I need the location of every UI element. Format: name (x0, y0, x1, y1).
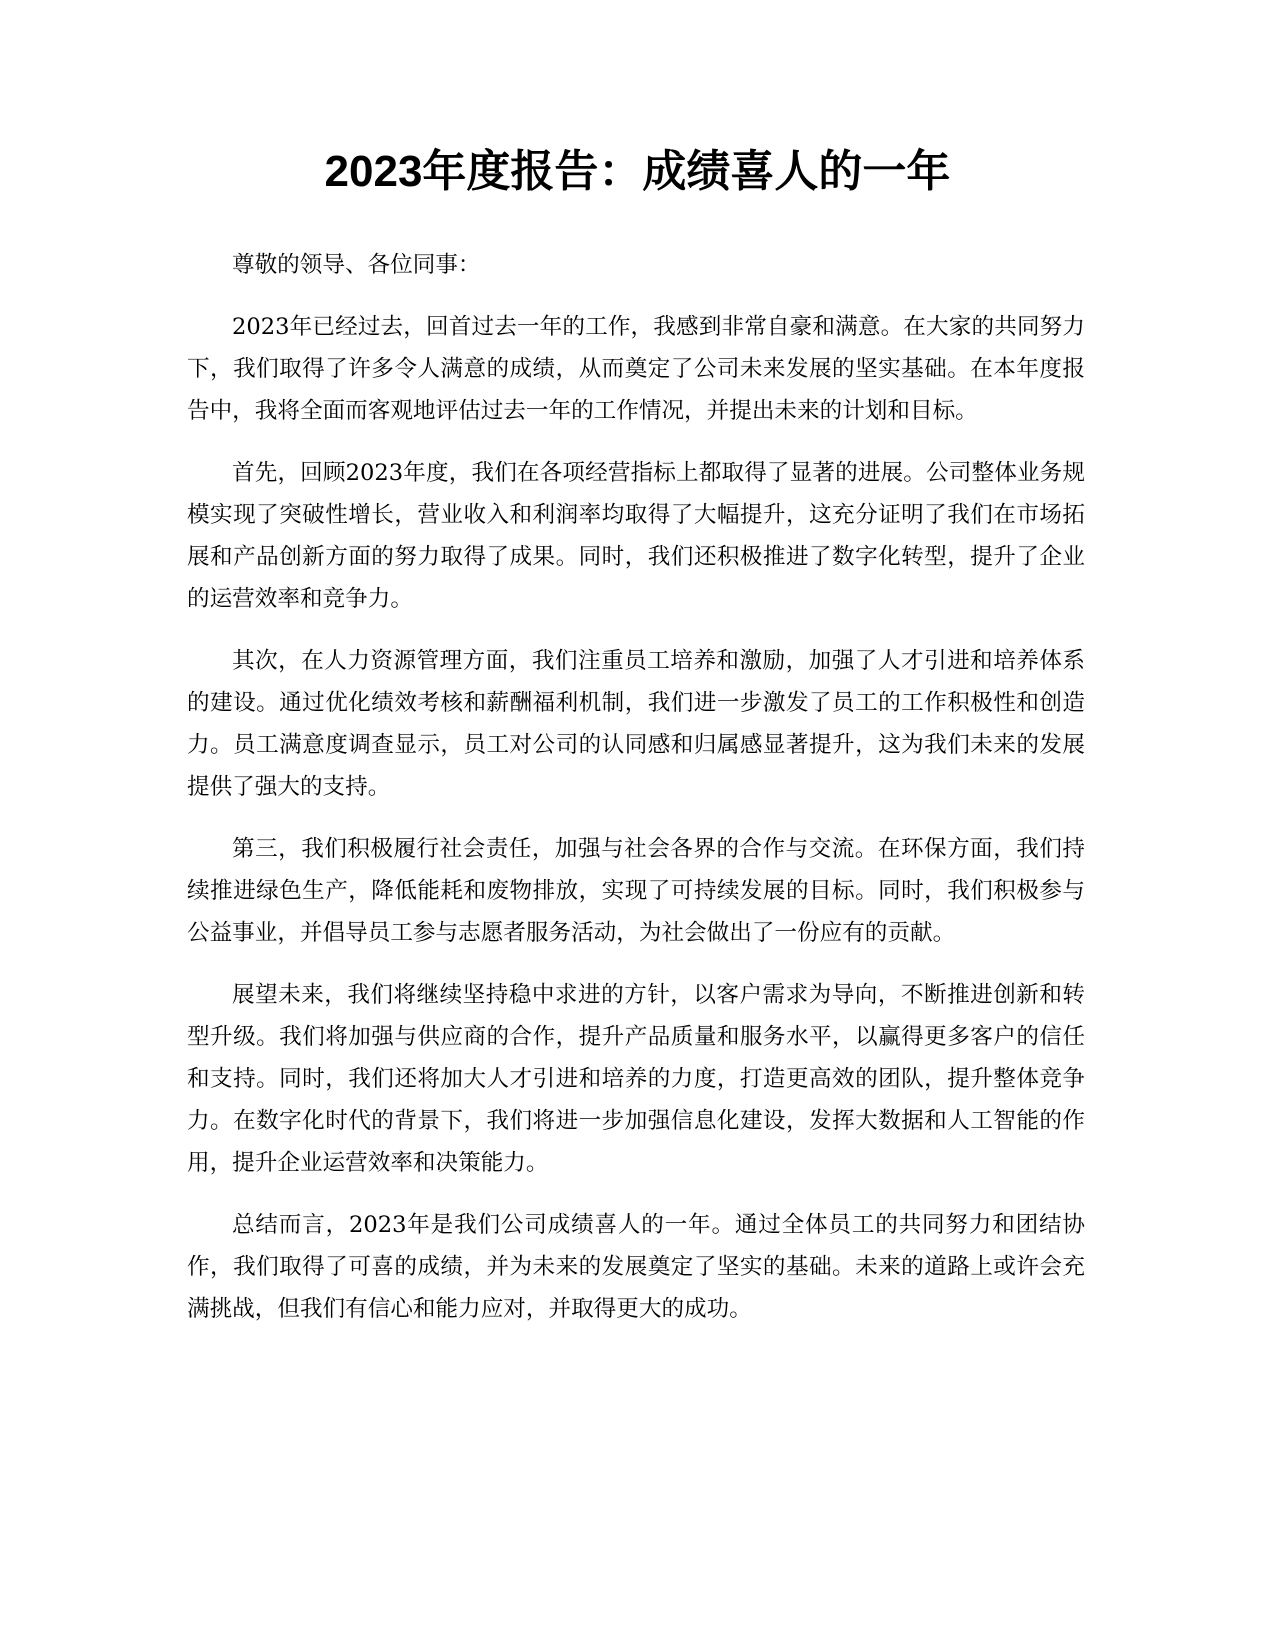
body-paragraph: 第三，我们积极履行社会责任，加强与社会各界的合作与交流。在环保方面，我们持续推进绿色生产，降低能耗和废物排放，实现了可持续发展的目标。同时，我们积极参与公益事业，并倡导员工参与志愿者服务活动，为社会做出了一份应有的贡献。 (187, 836, 1085, 946)
body-paragraph: 首先，回顾2023年度，我们在各项经营指标上都取得了显著的进展。公司整体业务规模实现了突破性增长，营业收入和利润率均取得了大幅提升，这充分证明了我们在市场拓展和产品创新方面的努力取得了成果。同时，我们还积极推进了数字化转型，提升了企业的运营效率和竞争力。 (187, 460, 1085, 612)
body-paragraph: 2023年已经过去，回首过去一年的工作，我感到非常自豪和满意。在大家的共同努力下，我们取得了许多令人满意的成绩，从而奠定了公司未来发展的坚实基础。在本年度报告中，我将全面而客观地评估过去一年的工作情况，并提出未来的计划和目标。 (187, 314, 1085, 424)
body-paragraph: 展望未来，我们将继续坚持稳中求进的方针，以客户需求为导向，不断推进创新和转型升级。我们将加强与供应商的合作，提升产品质量和服务水平，以赢得更多客户的信任和支持。同时，我们还将加大人才引进和培养的力度，打造更高效的团队，提升整体竞争力。在数字化时代的背景下，我们将进一步加强信息化建设，发挥大数据和人工智能的作用，提升企业运营效率和决策能力。 (187, 982, 1085, 1176)
body-paragraph: 其次，在人力资源管理方面，我们注重员工培养和激励，加强了人才引进和培养体系的建设。通过优化绩效考核和薪酬福利机制，我们进一步激发了员工的工作积极性和创造力。员工满意度调查显示，员工对公司的认同感和归属感显著提升，这为我们未来的发展提供了强大的支持。 (187, 648, 1085, 800)
greeting-paragraph: 尊敬的领导、各位同事： (232, 252, 481, 278)
document-body (187, 244, 1085, 1350)
conclusion-paragraph: 总结而言，2023年是我们公司成绩喜人的一年。通过全体员工的共同努力和团结协作，我们取得了可喜的成绩，并为未来的发展奠定了坚实的基础。未来的道路上或许会充满挑战，但我们有信心和能力应对，并取得更大的成功。 (187, 1212, 1085, 1322)
document-title: 2023年度报告：成绩喜人的一年 (324, 147, 951, 196)
